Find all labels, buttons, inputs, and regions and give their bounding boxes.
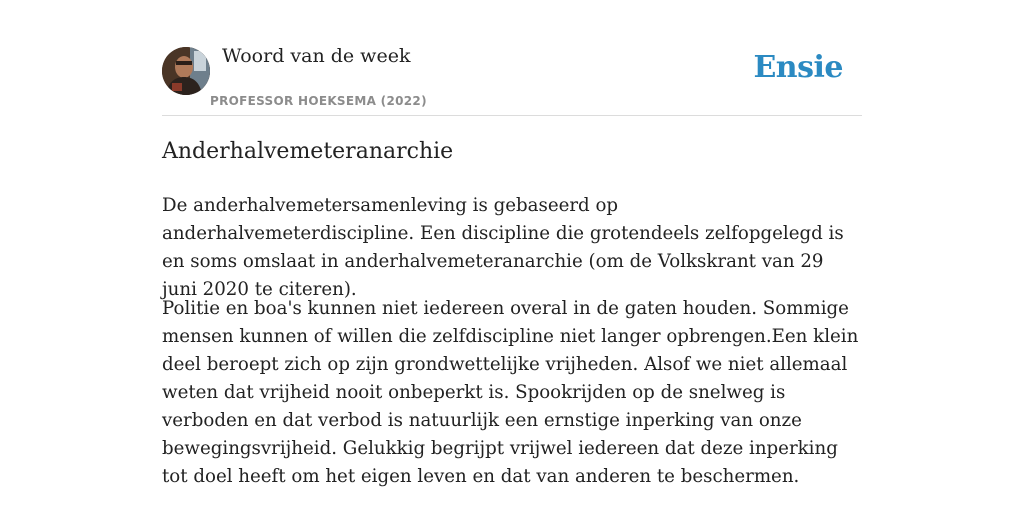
- series-title: Woord van de week: [222, 45, 411, 67]
- ensie-logo[interactable]: Ensie: [753, 50, 843, 85]
- entry-card: [162, 0, 862, 512]
- entry-paragraph: Politie en boa's kunnen niet iedereen overal in de gaten houden. Sommige mensen kunnen of willen die zelfdiscipline niet langer opbrengen.Een klein deel beroept zich op zijn grondwettelijke vrijheden. Alsof we niet allemaal weten dat vrijheid nooit onbeperkt is. Spookrijden op de snelweg is verboden en dat verbod is natuurlijk een ernstige inperking van onze bewegingsvrijheid. Gelukkig begrijpt vrijwel iedereen dat deze inperking tot doel heeft om het eigen leven en dat van anderen te beschermen.: [162, 298, 859, 487]
- author-photo: [162, 47, 210, 95]
- author-name[interactable]: PROFESSOR HOEKSEMA (2022): [210, 94, 427, 108]
- entry-header: [162, 0, 862, 116]
- entry-title: Anderhalvemeteranarchie: [162, 139, 454, 164]
- avatar[interactable]: [162, 47, 210, 95]
- entry-paragraph: De anderhalvemetersamenleving is gebaseerd op anderhalvemeterdiscipline. Een discipline die grotendeels zelfopgelegd is en soms omslaat in anderhalvemeteranarchie (om de Volkskrant van 29 juni 2020 te citeren).: [162, 195, 844, 300]
